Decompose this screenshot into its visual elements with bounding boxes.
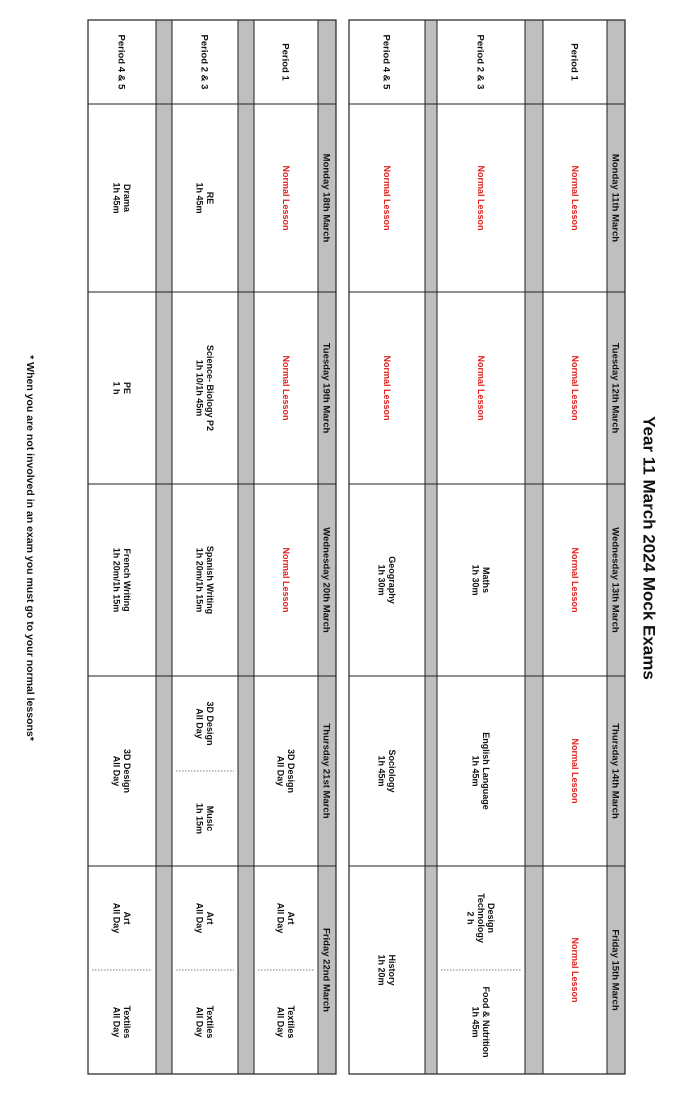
exam-entry: 3D DesignAll Day [111, 748, 133, 794]
exam-entry: English Language1h 45m [470, 732, 492, 810]
period-label: Period 2 & 3 [198, 34, 210, 90]
exam-entry: TextilesAll Day [111, 1005, 133, 1039]
normal-lesson-label: Normal Lesson [475, 355, 486, 421]
footnote: * When you are not involved in an exam you must go to your normal lessons* [24, 355, 36, 741]
exam-entry: Spanish Writing1h 20m/1h 15m [194, 545, 216, 615]
period-label: Period 1 [279, 43, 291, 81]
exam-entry: ArtAll Day [275, 902, 297, 934]
exam-entry: 3D DesignAll Day [194, 701, 216, 746]
period-separator [238, 20, 254, 1074]
normal-lesson-label: Normal Lesson [569, 355, 580, 421]
day-header: Wednesday 20th March [320, 527, 332, 633]
period-label: Period 4 & 5 [115, 34, 127, 90]
day-header: Tuesday 19th March [320, 342, 332, 434]
period-label: Period 2 & 3 [474, 34, 486, 90]
normal-lesson-label: Normal Lesson [280, 547, 291, 613]
day-header: Friday 22nd March [320, 928, 332, 1012]
normal-lesson-label: Normal Lesson [569, 547, 580, 613]
period-separator [525, 20, 543, 1074]
timetable-grids [88, 20, 625, 1074]
normal-lesson-label: Normal Lesson [569, 165, 580, 231]
exam-entry: PE1 h [111, 381, 133, 395]
exam-entry: Maths1h 30m [470, 564, 492, 596]
exam-entry: ArtAll Day [194, 902, 216, 934]
day-header: Thursday 14th March [609, 723, 621, 819]
exam-entry: Music1h 15m [194, 802, 216, 835]
exam-entry: Food & Nutrition1h 45m [470, 986, 492, 1058]
normal-lesson-label: Normal Lesson [381, 165, 392, 231]
normal-lesson-label: Normal Lesson [381, 355, 392, 421]
exam-entry: 3D DesignAll Day [275, 748, 297, 794]
page-title: Year 11 March 2024 Mock Exams [639, 416, 659, 680]
period-separator [156, 20, 172, 1074]
exam-entry: Sociology1h 45m [376, 749, 398, 793]
day-header: Monday 11th March [609, 153, 621, 243]
exam-entry: Geography1h 30m [376, 556, 398, 604]
day-header: Thursday 21st March [320, 723, 332, 819]
exam-entry: TextilesAll Day [275, 1005, 297, 1039]
day-header: Monday 18th March [320, 153, 332, 243]
exam-entry: Science- Biology P21h 10/1h 45m [194, 344, 216, 432]
period-label: Period 1 [568, 43, 580, 81]
day-header: Tuesday 12th March [609, 342, 621, 434]
exam-entry: DesignTechnology2 h [465, 893, 497, 943]
exam-entry: RE1h 45m [194, 182, 216, 214]
normal-lesson-label: Normal Lesson [475, 165, 486, 231]
exam-entry: French Writing1h 20m/1h 15m [111, 547, 133, 613]
normal-lesson-label: Normal Lesson [569, 738, 580, 804]
period-label: Period 4 & 5 [380, 34, 392, 90]
day-header: Wednesday 13th March [609, 527, 621, 633]
exam-entry: History1h 20m [376, 954, 398, 986]
period-separator [425, 20, 437, 1074]
normal-lesson-label: Normal Lesson [280, 355, 291, 421]
normal-lesson-label: Normal Lesson [569, 937, 580, 1003]
day-header: Friday 15th March [609, 929, 621, 1011]
exam-entry: Drama1h 45m [111, 182, 133, 214]
exam-entry: ArtAll Day [111, 902, 133, 934]
normal-lesson-label: Normal Lesson [280, 165, 291, 231]
exam-entry: TextilesAll Day [194, 1005, 216, 1039]
